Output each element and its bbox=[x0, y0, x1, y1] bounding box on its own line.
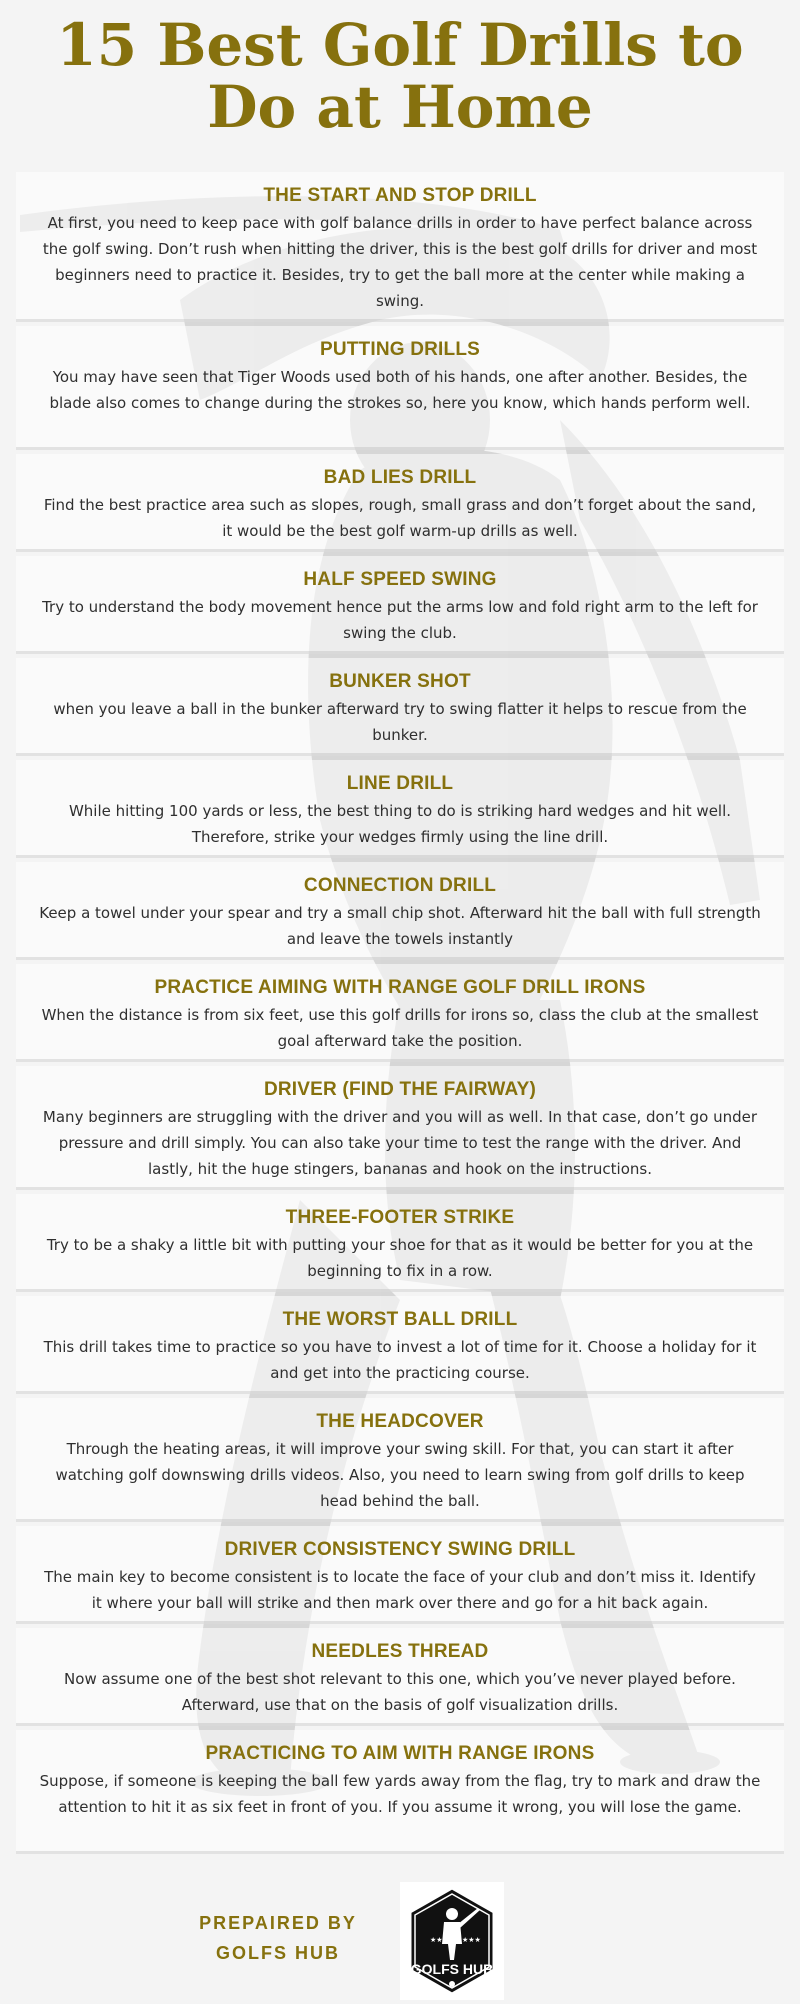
drill-card bbox=[16, 1398, 784, 1522]
drill-heading: DRIVER (FIND THE FAIRWAY) bbox=[263, 1079, 537, 1100]
drill-heading: THE START AND STOP DRILL bbox=[263, 185, 537, 206]
drill-description: Keep a towel under your spear and try a small chip shot. Afterward hit the ball with full strength and leave the towels instantly bbox=[39, 904, 761, 948]
drill-heading: PRACTICING TO AIM WITH RANGE IRONS bbox=[205, 1743, 595, 1764]
drill-heading: BUNKER SHOT bbox=[329, 671, 471, 692]
drill-card bbox=[16, 862, 784, 960]
drill-heading: THE WORST BALL DRILL bbox=[282, 1309, 518, 1330]
drill-card bbox=[16, 556, 784, 654]
drill-description: While hitting 100 yards or less, the best thing to do is striking hard wedges and hit well. Therefore, strike your wedges firmly using the line drill. bbox=[68, 802, 732, 846]
drill-card bbox=[16, 1730, 784, 1854]
drill-description: when you leave a ball in the bunker afterward try to swing flatter it helps to rescue from the bunker. bbox=[53, 700, 747, 744]
drill-card bbox=[16, 1296, 784, 1394]
credit-line-2: GOLFS HUB bbox=[216, 1943, 340, 1963]
title-line-1: 15 Best Golf Drills to bbox=[56, 11, 744, 79]
drill-heading: PRACTICE AIMING WITH RANGE GOLF DRILL IRONS bbox=[154, 977, 646, 998]
drill-card bbox=[16, 326, 784, 450]
drill-card bbox=[16, 1066, 784, 1190]
drill-card bbox=[16, 964, 784, 1062]
drill-description: You may have seen that Tiger Woods used both of his hands, one after another. Besides, the blade also comes to change during the strokes so, here you know, which hands perform well. bbox=[49, 368, 751, 412]
drill-description: When the distance is from six feet, use this golf drills for irons so, class the club at the smallest goal afterward take the position. bbox=[41, 1006, 759, 1050]
drill-heading: THE HEADCOVER bbox=[316, 1411, 484, 1432]
drill-heading: BAD LIES DRILL bbox=[323, 467, 477, 488]
drill-description: Suppose, if someone is keeping the ball few yards away from the flag, try to mark and draw the attention to hit it as six feet in front of you. If you assume it wrong, you will lose the game. bbox=[39, 1772, 761, 1816]
drill-heading: PUTTING DRILLS bbox=[319, 339, 481, 360]
drill-heading: NEEDLES THREAD bbox=[311, 1641, 489, 1662]
drill-description: The main key to become consistent is to locate the face of your club and don’t miss it. Identify it where your ball will strike and then mark over there and go for a hit back again. bbox=[44, 1568, 756, 1612]
credit-line-1: PREPAIRED BY bbox=[199, 1913, 357, 1933]
drill-card bbox=[16, 760, 784, 858]
drill-heading: CONNECTION DRILL bbox=[303, 875, 497, 896]
title-line-2: Do at Home bbox=[207, 73, 593, 141]
footer bbox=[0, 1880, 800, 2000]
drill-card bbox=[16, 1194, 784, 1292]
drill-description: At first, you need to keep pace with golf balance drills in order to have perfect balance across the golf swing. Don’t rush when hitting the driver, this is the best golf drills for driver and most beginners need to practice it. Besides, try to get the ball more at the center while making a swing. bbox=[42, 214, 758, 310]
drill-description: This drill takes time to practice so you have to invest a lot of time for it. Choose a holiday for it and get into the practicing course. bbox=[43, 1338, 757, 1382]
drill-heading: DRIVER CONSISTENCY SWING DRILL bbox=[224, 1539, 576, 1560]
svg-text:★★★: ★★★ bbox=[430, 1936, 449, 1944]
drill-heading: HALF SPEED SWING bbox=[303, 569, 497, 590]
drill-card bbox=[16, 1628, 784, 1726]
drill-description: Try to understand the body movement hence put the arms low and fold right arm to the left for swing the club. bbox=[42, 598, 758, 642]
drill-heading: THREE-FOOTER STRIKE bbox=[285, 1207, 515, 1228]
logo-text: GOLFS HUB bbox=[410, 1961, 494, 1977]
credit-text bbox=[178, 1908, 378, 1968]
drill-card bbox=[16, 172, 784, 322]
drill-description: Through the heating areas, it will improve your swing skill. For that, you can start it after watching golf downswing drills videos. Also, you need to learn swing from golf drills to keep head behind the ball. bbox=[55, 1440, 745, 1510]
drill-description: Many beginners are struggling with the driver and you will as well. In that case, don’t go under pressure and drill simply. You can also take your time to test the range with the driver. And lastly, hit the huge stingers, bananas and hook on the instructions. bbox=[42, 1108, 758, 1178]
drill-description: Find the best practice area such as slopes, rough, small grass and don’t forget about the sand, it would be the best golf warm-up drills as well. bbox=[43, 496, 757, 540]
drill-card bbox=[16, 454, 784, 552]
drill-heading: LINE DRILL bbox=[346, 773, 454, 794]
drill-card bbox=[16, 1526, 784, 1624]
golfs-hub-logo bbox=[400, 1882, 504, 2000]
page-title bbox=[0, 0, 800, 141]
drill-description: Try to be a shaky a little bit with putting your shoe for that as it would be better for you at the beginning to fix in a row. bbox=[46, 1236, 754, 1280]
drill-card bbox=[16, 658, 784, 756]
svg-text:★★★: ★★★ bbox=[462, 1936, 481, 1944]
drill-description: Now assume one of the best shot relevant to this one, which you’ve never played before. Afterward, use that on the basis of golf visualization drills. bbox=[64, 1670, 736, 1714]
